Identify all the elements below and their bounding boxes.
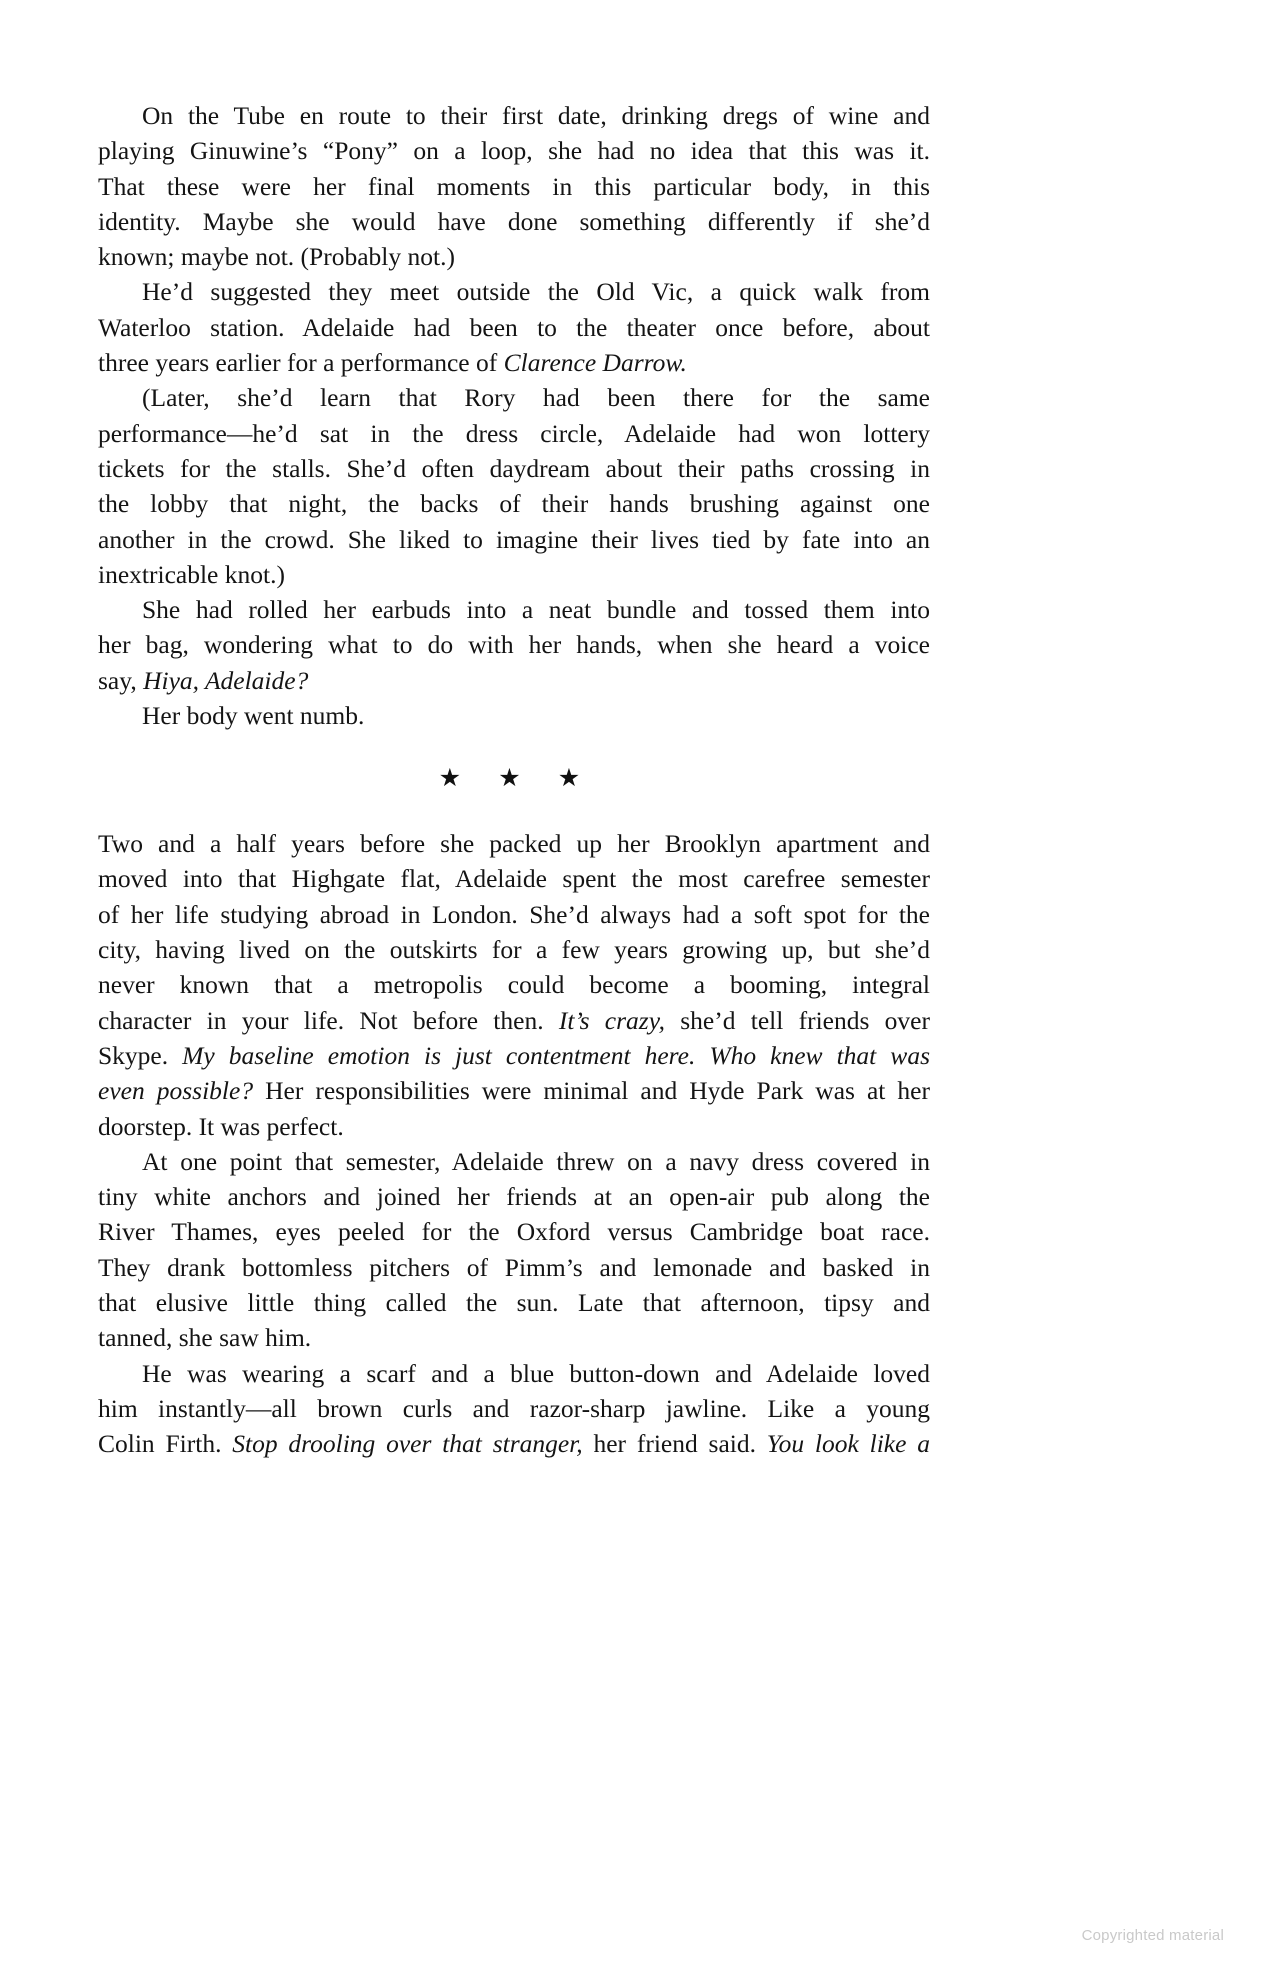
text-line bbox=[98, 1038, 930, 1073]
text-line bbox=[98, 1073, 930, 1108]
text-line: Waterloo station. Adelaide had been to the theater once before, about bbox=[98, 312, 930, 342]
text-run: her friend said. bbox=[582, 1429, 767, 1459]
text-line: known; maybe not. (Probably not.) bbox=[98, 242, 455, 272]
text-line bbox=[98, 663, 930, 698]
paragraph-p1 bbox=[98, 98, 930, 274]
text-line: She had rolled her earbuds into a neat bundle and tossed them into bbox=[142, 595, 930, 625]
text-run: Skype. bbox=[98, 1040, 183, 1070]
text-line: They drank bottomless pitchers of Pimm’s and lemonade and basked in bbox=[98, 1252, 930, 1282]
paragraph-p4 bbox=[98, 592, 930, 698]
text-run-italic: It’s crazy, bbox=[558, 1005, 665, 1035]
text-line: Her body went numb. bbox=[142, 701, 365, 731]
text-line: never known that a metropolis could become a booming, integral bbox=[98, 970, 930, 1000]
text-line: Two and a half years before she packed up her Brooklyn apartment and bbox=[98, 829, 930, 859]
text-run-italic: My baseline emotion is just contentment here. Who knew that was bbox=[182, 1040, 930, 1070]
text-column bbox=[98, 98, 930, 1461]
text-line: moved into that Highgate flat, Adelaide spent the most carefree semester bbox=[98, 864, 930, 894]
text-line: He’d suggested they meet outside the Old Vic, a quick walk from bbox=[142, 277, 930, 307]
star-icon: ★ bbox=[557, 765, 590, 793]
text-line: tickets for the stalls. She’d often daydream about their paths crossing in bbox=[98, 453, 930, 483]
text-line: River Thames, eyes peeled for the Oxford versus Cambridge boat race. bbox=[98, 1217, 930, 1247]
text-line: another in the crowd. She liked to imagine their lives tied by fate into an bbox=[98, 524, 930, 554]
text-line bbox=[98, 1426, 930, 1461]
paragraph-p2 bbox=[98, 274, 930, 380]
paragraph-p7 bbox=[98, 1144, 930, 1356]
scene-break bbox=[98, 759, 930, 796]
text-line: him instantly—all brown curls and razor-sharp jawline. Like a young bbox=[98, 1393, 930, 1423]
star-icon: ★ bbox=[498, 765, 530, 793]
text-line: tiny white anchors and joined her friends at an open-air pub along the bbox=[98, 1182, 930, 1212]
text-line: On the Tube en route to their first date, drinking dregs of wine and bbox=[142, 101, 930, 130]
text-line: that elusive little thing called the sun. Late that afternoon, tipsy and bbox=[98, 1288, 930, 1317]
text-line: identity. Maybe she would have done something differently if she’d bbox=[98, 206, 930, 236]
text-run: Colin Firth. bbox=[98, 1429, 233, 1459]
text-run: she’d tell friends over bbox=[665, 1005, 930, 1035]
text-run: character in your life. Not before then. bbox=[98, 1005, 559, 1035]
text-line: of her life studying abroad in London. She’d always had a soft spot for the bbox=[98, 899, 930, 929]
paragraph-p3 bbox=[98, 380, 930, 592]
text-line bbox=[98, 345, 930, 380]
text-line: inextricable knot.) bbox=[98, 559, 285, 589]
text-line: city, having lived on the outskirts for a few years growing up, but she’d bbox=[98, 935, 930, 965]
text-run-italic: even possible? bbox=[98, 1076, 254, 1106]
text-run-italic: Clarence Darrow. bbox=[503, 348, 687, 378]
text-run: say, bbox=[98, 665, 144, 695]
text-line: tanned, she saw him. bbox=[98, 1323, 312, 1353]
text-line: her bag, wondering what to do with her hands, when she heard a voice bbox=[98, 630, 930, 660]
paragraph-p5 bbox=[98, 698, 930, 733]
text-line: performance—he’d sat in the dress circle, Adelaide had won lottery bbox=[98, 418, 930, 448]
text-line: the lobby that night, the backs of their hands brushing against one bbox=[98, 489, 930, 519]
text-line: That these were her final moments in this particular body, in this bbox=[98, 171, 930, 201]
text-run-italic: Hiya, Adelaide? bbox=[143, 665, 309, 695]
text-line: He was wearing a scarf and a blue button-down and Adelaide loved bbox=[142, 1358, 930, 1388]
star-icon: ★ bbox=[438, 765, 471, 793]
text-line: playing Ginuwine’s “Pony” on a loop, she had no idea that this was it. bbox=[98, 136, 930, 166]
copyright-watermark: Copyrighted material bbox=[1081, 1927, 1224, 1944]
text-line: doorstep. It was perfect. bbox=[98, 1111, 344, 1141]
text-line: (Later, she’d learn that Rory had been there for the same bbox=[142, 383, 930, 413]
paragraph-p8 bbox=[98, 1356, 930, 1462]
text-run-italic: You look like a bbox=[766, 1429, 930, 1459]
paragraph-p6 bbox=[98, 826, 930, 1144]
text-run-italic: Stop drooling over that stranger, bbox=[232, 1429, 583, 1459]
text-line: At one point that semester, Adelaide threw on a navy dress covered in bbox=[142, 1146, 930, 1176]
text-line bbox=[98, 1003, 930, 1038]
text-run: Her responsibilities were minimal and Hyde Park was at her bbox=[253, 1076, 930, 1106]
text-run: three years earlier for a performance of bbox=[98, 348, 504, 378]
